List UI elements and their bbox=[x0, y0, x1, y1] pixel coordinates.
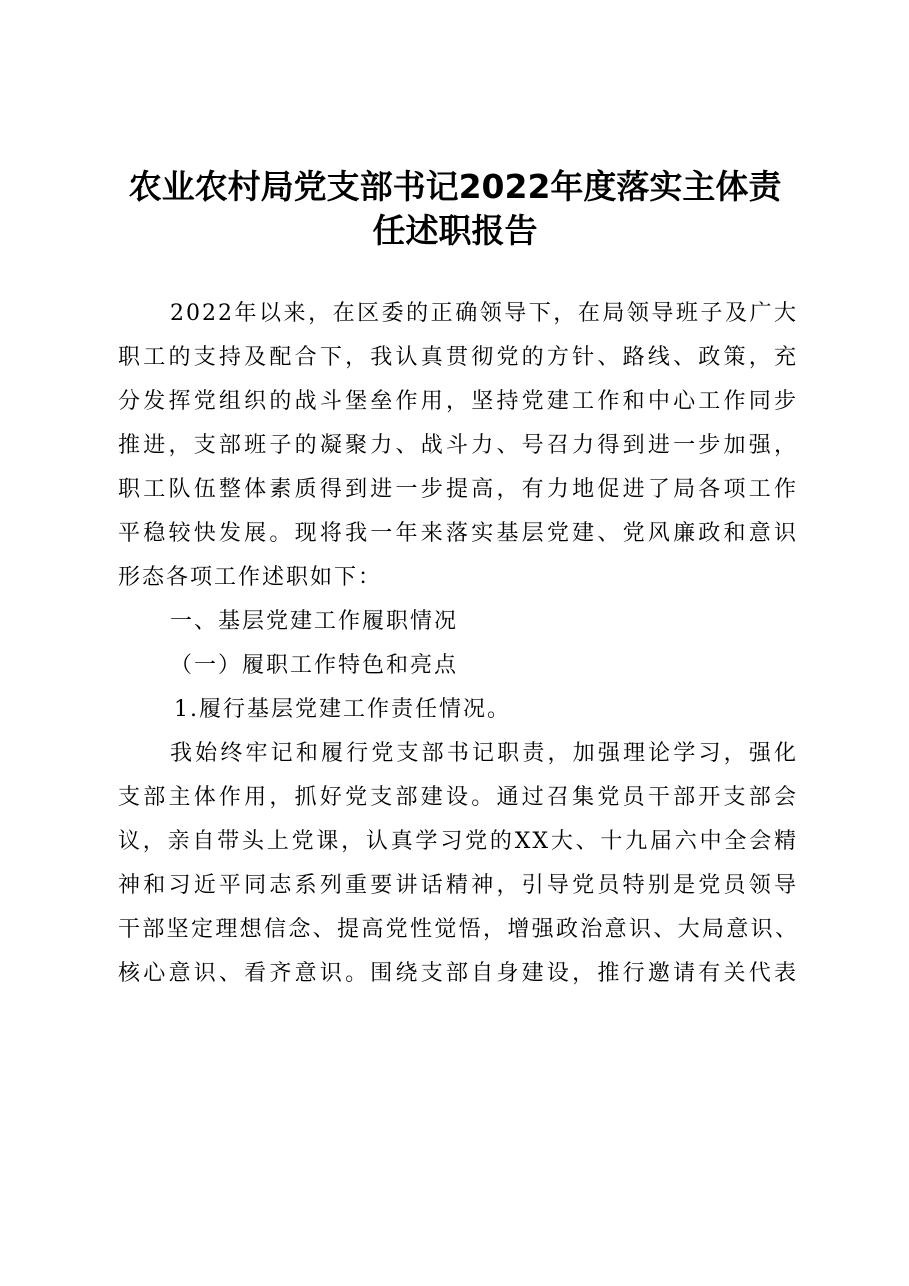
intro-line-5: 职工队伍整体素质得到进一步提高，有力地促进了局各项工作 bbox=[118, 477, 798, 502]
title-line-2: 任述职报告 bbox=[372, 211, 538, 250]
body-line-2: 支部主体作用，抓好党支部建设。通过召集党员干部开支部会 bbox=[118, 785, 798, 810]
intro-line-7: 形态各项工作述职如下： bbox=[118, 565, 383, 590]
intro-line-2: 职工的支持及配合下，我认真贯彻党的方针、路线、政策，充 bbox=[118, 345, 798, 370]
body-line-1: 我始终牢记和履行党支部书记职责，加强理论学习，强化 bbox=[170, 741, 798, 766]
body-line-3: 议，亲自带头上党课，认真学习党的XX大、十九届六中全会精 bbox=[118, 829, 798, 854]
intro-line-6: 平稳较快发展。现将我一年来落实基层党建、党风廉政和意识 bbox=[118, 521, 798, 546]
section-heading-3: 1.履行基层党建工作责任情况。 bbox=[174, 697, 511, 722]
intro-line-1: 2022年以来，在区委的正确领导下，在局领导班子及广大 bbox=[170, 301, 798, 326]
intro-line-3: 分发挥党组织的战斗堡垒作用，坚持党建工作和中心工作同步 bbox=[118, 389, 798, 414]
section-heading-1: 一、基层党建工作履职情况 bbox=[170, 609, 459, 634]
body-line-5: 干部坚定理想信念、提高党性觉悟，增强政治意识、大局意识、 bbox=[118, 917, 798, 942]
body-line-4: 神和习近平同志系列重要讲话精神，引导党员特别是党员领导 bbox=[118, 873, 798, 898]
section-heading-2: （一）履职工作特色和亮点 bbox=[170, 653, 459, 678]
intro-line-4: 推进，支部班子的凝聚力、战斗力、号召力得到进一步加强， bbox=[118, 433, 798, 458]
title-line-1: 农业农村局党支部书记2022年度落实主体责 bbox=[128, 167, 782, 206]
document-title bbox=[120, 165, 790, 253]
body-line-6: 核心意识、看齐意识。围绕支部自身建设，推行邀请有关代表 bbox=[118, 961, 798, 986]
document-body bbox=[118, 292, 798, 996]
